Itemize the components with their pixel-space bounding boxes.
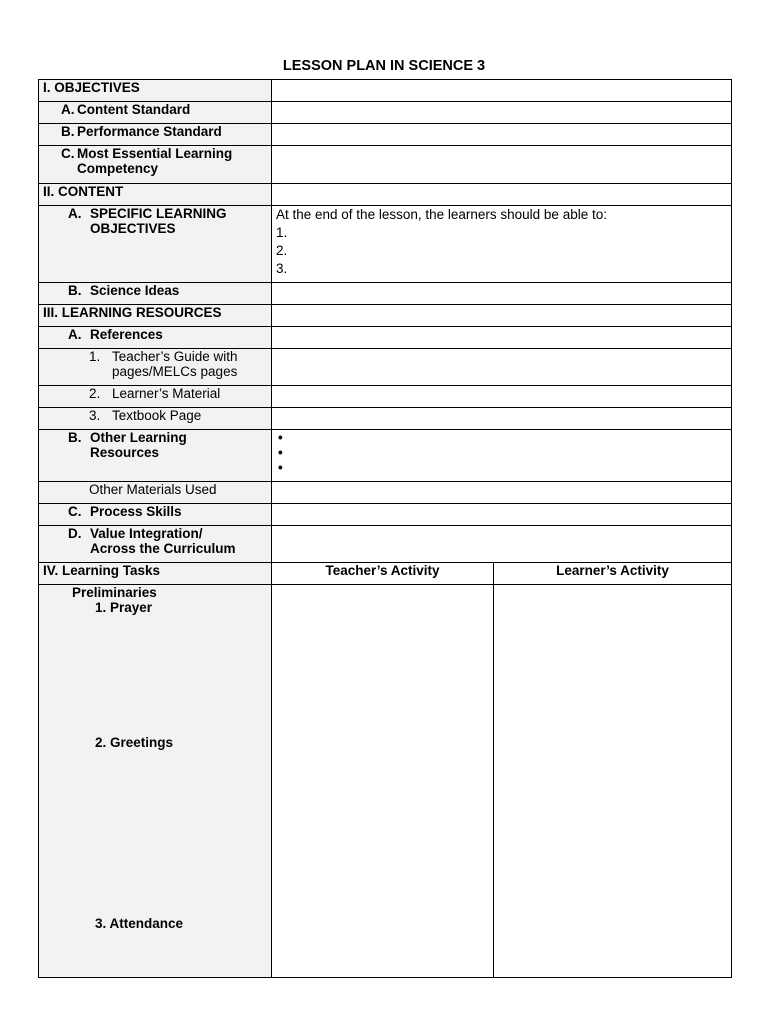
learners-material-num: 2.	[89, 386, 101, 401]
process-skills-cell[interactable]	[272, 504, 732, 526]
other-resources-cell[interactable]	[272, 430, 732, 482]
content-standard-num: A.	[61, 102, 75, 117]
teachers-guide-label-line1: Teacher’s Guide with	[112, 349, 238, 364]
objectives-heading: I. OBJECTIVES	[39, 80, 272, 102]
teachers-guide-label-line2: pages/MELCs pages	[112, 364, 238, 379]
row-melc	[39, 146, 732, 184]
lesson-plan-table	[38, 79, 732, 978]
other-resources-num: B.	[68, 430, 82, 445]
resources-value-cell[interactable]	[272, 305, 732, 327]
learners-material-label: Learner’s Material	[112, 386, 221, 401]
process-skills-label: Process Skills	[90, 504, 182, 519]
row-specific-objectives	[39, 206, 732, 283]
references-cell[interactable]	[272, 327, 732, 349]
row-value-integration	[39, 526, 732, 563]
specific-objectives-num: A.	[68, 206, 82, 221]
attendance-label: 3. Attendance	[95, 916, 184, 931]
melc-label-line2: Competency	[77, 161, 159, 176]
objectives-intro: At the end of the lesson, the learners should be able to:	[276, 207, 607, 222]
learner-activity-cell[interactable]	[494, 585, 732, 978]
preliminaries-label: Preliminaries	[72, 585, 157, 600]
value-integration-num: D.	[68, 526, 82, 541]
specific-objectives-label-line1: SPECIFIC LEARNING	[90, 206, 227, 221]
row-learning-resources	[39, 305, 732, 327]
performance-standard-label: Performance Standard	[77, 124, 222, 139]
row-teachers-guide	[39, 349, 732, 386]
value-integration-label-line1: Value Integration/	[90, 526, 203, 541]
row-content	[39, 184, 732, 206]
row-performance-standard	[39, 124, 732, 146]
greetings-label: 2. Greetings	[95, 735, 174, 750]
other-materials-cell[interactable]	[272, 482, 732, 504]
science-ideas-label: Science Ideas	[90, 283, 180, 298]
process-skills-num: C.	[68, 504, 82, 519]
row-content-standard	[39, 102, 732, 124]
science-ideas-num: B.	[68, 283, 82, 298]
objective-item-3: 3.	[276, 261, 288, 276]
objective-item-2: 2.	[276, 243, 288, 258]
teacher-activity-header: Teacher’s Activity	[272, 563, 494, 585]
specific-objectives-label-line2: OBJECTIVES	[90, 221, 176, 236]
learners-material-cell[interactable]	[272, 386, 732, 408]
textbook-page-num: 3.	[89, 408, 101, 423]
science-ideas-cell[interactable]	[272, 283, 732, 305]
melc-cell[interactable]	[272, 146, 732, 184]
performance-standard-cell[interactable]	[272, 124, 732, 146]
other-resources-bullets	[276, 430, 727, 475]
learner-activity-header: Learner’s Activity	[494, 563, 732, 585]
row-textbook-page	[39, 408, 732, 430]
row-references	[39, 327, 732, 349]
value-integration-cell[interactable]	[272, 526, 732, 563]
row-other-resources	[39, 430, 732, 482]
row-other-materials	[39, 482, 732, 504]
melc-label-line1: Most Essential Learning	[77, 146, 233, 161]
row-science-ideas	[39, 283, 732, 305]
row-learners-material	[39, 386, 732, 408]
references-num: A.	[68, 327, 82, 342]
value-integration-label-line2: Across the Curriculum	[90, 541, 236, 556]
resources-heading: III. LEARNING RESOURCES	[39, 305, 272, 327]
tasks-heading: IV. Learning Tasks	[39, 563, 272, 585]
bullet-item	[276, 445, 727, 460]
performance-standard-num: B.	[61, 124, 75, 139]
melc-num: C.	[61, 146, 75, 161]
other-resources-label-line1: Other Learning	[90, 430, 187, 445]
references-label: References	[90, 327, 163, 342]
bullet-item	[276, 460, 727, 475]
objectives-value-cell[interactable]	[272, 80, 732, 102]
content-standard-cell[interactable]	[272, 102, 732, 124]
textbook-page-cell[interactable]	[272, 408, 732, 430]
row-learning-tasks-header	[39, 563, 732, 585]
objective-item-1: 1.	[276, 225, 288, 240]
row-process-skills	[39, 504, 732, 526]
teachers-guide-cell[interactable]	[272, 349, 732, 386]
row-objectives	[39, 80, 732, 102]
content-standard-label: Content Standard	[77, 102, 191, 117]
prayer-label: 1. Prayer	[95, 600, 153, 615]
bullet-item	[276, 430, 727, 445]
textbook-page-label: Textbook Page	[112, 408, 202, 423]
teacher-activity-cell[interactable]	[272, 585, 494, 978]
teachers-guide-num: 1.	[89, 349, 101, 364]
preliminaries-cell	[39, 585, 272, 978]
row-learning-tasks-body	[39, 585, 732, 978]
specific-objectives-cell[interactable]	[272, 206, 732, 283]
content-value-cell[interactable]	[272, 184, 732, 206]
document-title: LESSON PLAN IN SCIENCE 3	[282, 58, 486, 74]
other-materials-label: Other Materials Used	[89, 482, 217, 497]
other-resources-label-line2: Resources	[90, 445, 160, 460]
content-heading: II. CONTENT	[39, 184, 272, 206]
